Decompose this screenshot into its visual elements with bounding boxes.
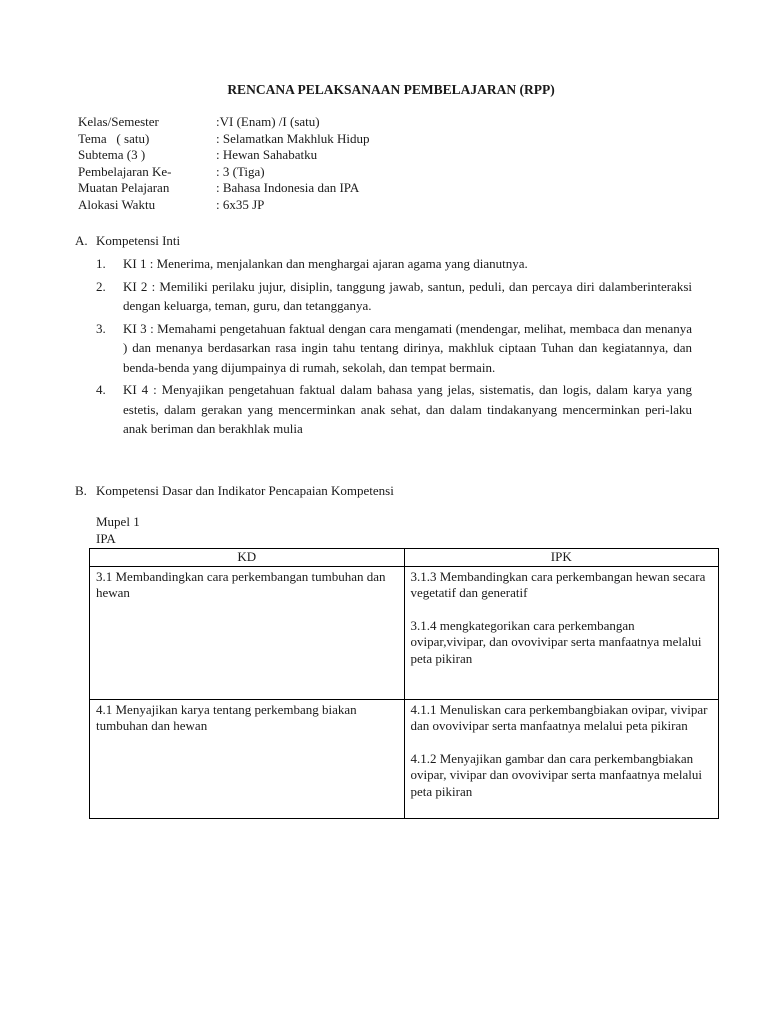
info-value: : Hewan Sahabatku: [216, 147, 318, 162]
table-row: [90, 566, 719, 699]
list-number: 1.: [96, 256, 106, 271]
section-letter: B.: [75, 483, 87, 498]
section-title: Kompetensi Inti: [96, 233, 181, 248]
list-item: [75, 321, 695, 378]
list-number: 3.: [96, 320, 106, 336]
mupel-label: Mupel 1: [96, 514, 140, 529]
list-item: [75, 279, 695, 316]
section-heading: [75, 483, 725, 501]
document-title: RENCANA PELAKSANAAN PEMBELAJARAN (RPP): [227, 82, 555, 97]
kd-cell: 3.1 Membandingkan cara perkembangan tumbuhan dan hewan: [90, 566, 405, 699]
info-label: Muatan Pelajaran: [78, 180, 170, 195]
section-title: Kompetensi Dasar dan Indikator Pencapaian Kompetensi: [96, 483, 394, 498]
subject-info: [96, 514, 140, 548]
info-value: : Selamatkan Makhluk Hidup: [216, 130, 370, 146]
info-label: Tema ( satu): [78, 130, 150, 146]
ipk-item: 3.1.4 mengkategorikan cara perkembangan ovipar,vivipar, dan ovovivipar serta manfaatnya melalui peta pikiran: [410, 617, 702, 666]
section-heading: [75, 233, 695, 251]
info-row-subtema: [78, 147, 369, 164]
section-kompetensi-inti: [75, 233, 695, 444]
info-value: : 6x35 JP: [216, 196, 265, 212]
info-label: Alokasi Waktu: [78, 196, 156, 212]
info-value: : Bahasa Indonesia dan IPA: [216, 180, 360, 195]
info-block: [78, 114, 369, 213]
info-row-muatan: [78, 180, 369, 197]
list-number: 2.: [96, 278, 106, 294]
ipk-cell: [404, 566, 719, 699]
info-row-alokasi: [78, 197, 369, 214]
subject-label: IPA: [96, 531, 116, 546]
list-item: [75, 382, 695, 439]
kd-cell: 4.1 Menyajikan karya tentang perkembang biakan tumbuhan dan hewan: [90, 699, 405, 818]
info-label: Pembelajaran Ke-: [78, 163, 172, 179]
ipk-item: 4.1.2 Menyajikan gambar dan cara perkembangbiakan ovipar, vivipar dan ovovivipar serta manfaatnya melalui peta pikiran: [410, 750, 703, 799]
ipk-item: 3.1.3 Membandingkan cara perkembangan hewan secara vegetatif dan generatif: [410, 568, 706, 600]
list-text: KI 4 : Menyajikan pengetahuan faktual dalam bahasa yang jelas, sistematis, dan logis, dalam karya yang estetis, dalam gerakan yang mencerminkan anak sehat, dan dalam tindakanyang mencerminkan peri-laku anak beriman dan berakhlak mulia: [123, 382, 692, 436]
section-letter: A.: [75, 233, 88, 248]
ipk-cell: [404, 699, 719, 818]
info-row-tema: [78, 131, 369, 148]
list-number: 4.: [96, 382, 106, 397]
list-text: KI 1 : Menerima, menjalankan dan menghargai ajaran agama yang dianutnya.: [123, 256, 528, 271]
column-header-ipk: IPK: [404, 549, 719, 567]
table-header-row: [90, 549, 719, 567]
ipk-item: 4.1.1 Menuliskan cara perkembangbiakan ovipar, vivipar dan ovovivipar serta manfaatnya melalui peta pikiran: [410, 701, 708, 733]
info-value: :VI (Enam) /I (satu): [216, 114, 320, 129]
ki-list: [75, 256, 695, 439]
info-label: Kelas/Semester: [78, 114, 159, 129]
list-text: KI 2 : Memiliki perilaku jujur, disiplin, tanggung jawab, santun, peduli, dan percaya diri dalamberinteraksi dengan keluarga, teman, guru, dan tetangganya.: [123, 278, 692, 313]
info-label: Subtema (3 ): [78, 147, 146, 162]
table-row: [90, 699, 719, 818]
info-row-kelas: [78, 114, 369, 131]
info-row-pembelajaran: [78, 164, 369, 181]
info-value: : 3 (Tiga): [216, 163, 265, 179]
kd-ipk-table: [89, 548, 719, 819]
section-kompetensi-dasar: [75, 483, 725, 501]
list-item: [75, 256, 695, 274]
list-text: KI 3 : Memahami pengetahuan faktual dengan cara mengamati (mendengar, melihat, membaca dan menanya ) dan menanya berdasarkan rasa ingin tahu tentang dirinya, makhluk ciptaan Tuhan dan kegiatannya, dan benda-benda yang dijumpainya di rumah, sekolah, dan tempat bermain.: [123, 320, 692, 375]
column-header-kd: KD: [90, 549, 405, 567]
